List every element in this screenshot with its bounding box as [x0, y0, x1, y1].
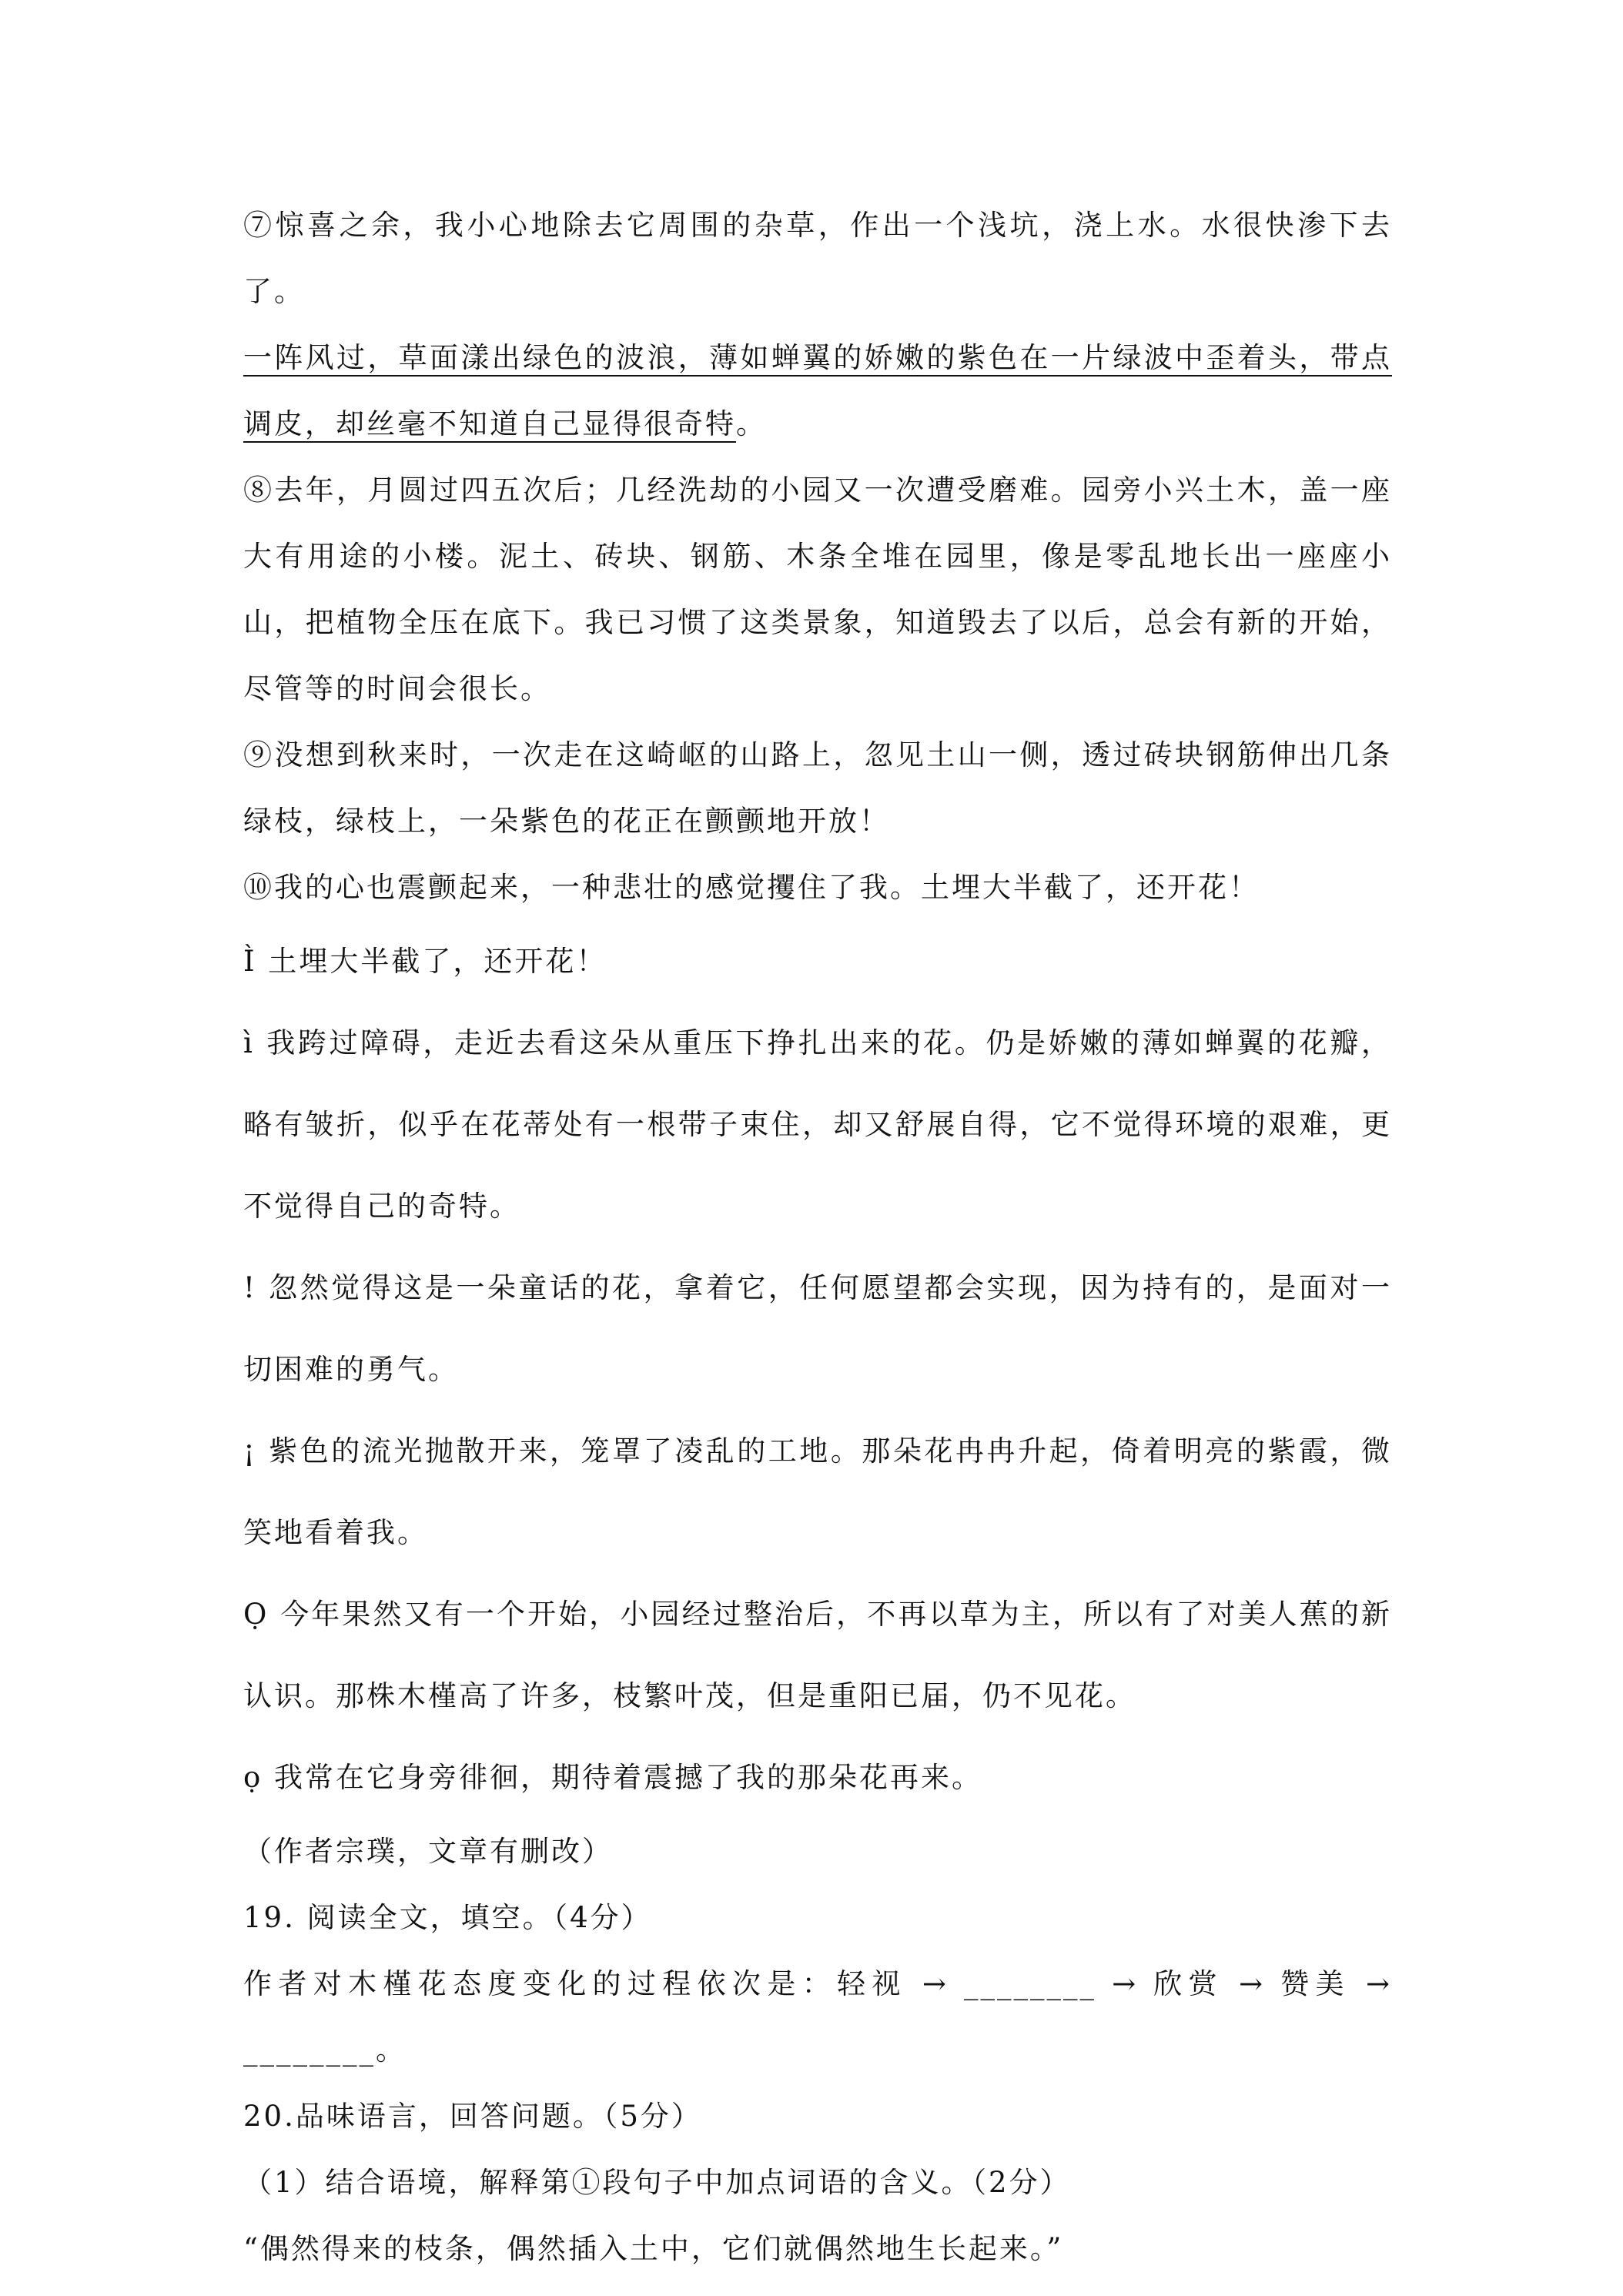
question-19-title: 19. 阅读全文，填空。（4分） [243, 1901, 652, 1934]
question-20-part-1: （1）结合语境，解释第①段句子中加点词语的含义。（2分） [243, 2166, 1071, 2199]
sentence-end-mark: 。 [736, 407, 767, 440]
quoted-sentence: “偶然得来的枝条，偶然插入土中，它们就偶然地生长起来。” [243, 2232, 1064, 2265]
paragraph-9: ⑨没想到秋来时，一次走在这崎岖的山路上，忽见土山一侧，透过砖块钢筋伸出几条绿枝，绿枝上，一朵紫色的花正在颤颤地开放！ [243, 738, 1392, 838]
paragraph-13: ! 忽然觉得这是一朵童话的花，拿着它，任何愿望都会实现，因为持有的，是面对一切困难的勇气。 [243, 1271, 1392, 1386]
paragraph-7-underlined [243, 325, 1392, 457]
paragraph-10: ⑩我的心也震颤起来，一种悲壮的感觉攫住了我。土埋大半截了，还开花！ [243, 871, 1260, 904]
paragraph-8: ⑧去年，月圆过四五次后；几经洗劫的小园又一次遭受磨难。园旁小兴土木，盖一座大有用途的小楼。泥土、砖块、钢筋、木条全堆在园里，像是零乱地长出一座座小山，把植物全压在底下。我已习惯了这类景象，知道毁去了以后，总会有新的开始，尽管等的时间会很长。 [243, 474, 1392, 705]
paragraph-15: Ọ 今年果然又有一个开始，小园经过整治后，不再以草为主，所以有了对美人蕉的新认识。那株木槿高了许多，枝繁叶茂，但是重阳已届，仍不见花。 [243, 1598, 1392, 1712]
document-page [243, 192, 1392, 2282]
question-20-title: 20.品味语言，回答问题。（5分） [243, 2100, 702, 2133]
paragraph-14: ¡ 紫色的流光抛散开来，笼罩了凌乱的工地。那朵花冉冉升起，倚着明亮的紫霞，微笑地看着我。 [243, 1434, 1392, 1549]
underlined-sentence: 一阵风过，草面漾出绿色的波浪，薄如蝉翼的娇嫩的紫色在一片绿波中歪着头，带点调皮，却丝毫不知道自己显得很奇特 [243, 341, 1392, 440]
author-note: （作者宗璞，文章有删改） [243, 1835, 613, 1868]
paragraph-16: ọ 我常在它身旁徘徊，期待着震撼了我的那朵花再来。 [243, 1761, 983, 1794]
question-19-body: 作者对木槿花态度变化的过程依次是：轻视 → ________ → 欣赏 → 赞美 → ________。 [243, 1967, 1392, 2067]
paragraph-12: ì 我跨过障碍，走近去看这朵从重压下挣扎出来的花。仍是娇嫩的薄如蝉翼的花瓣，略有皱折，似乎在花蒂处有一根带子束住，却又舒展自得，它不觉得环境的艰难，更不觉得自己的奇特。 [243, 1026, 1392, 1223]
paragraph-7-first: ⑦惊喜之余，我小心地除去它周围的杂草，作出一个浅坑，浇上水。水很快渗下去了。 [243, 209, 1392, 308]
paragraph-11: Ì 土埋大半截了，还开花！ [243, 945, 607, 978]
